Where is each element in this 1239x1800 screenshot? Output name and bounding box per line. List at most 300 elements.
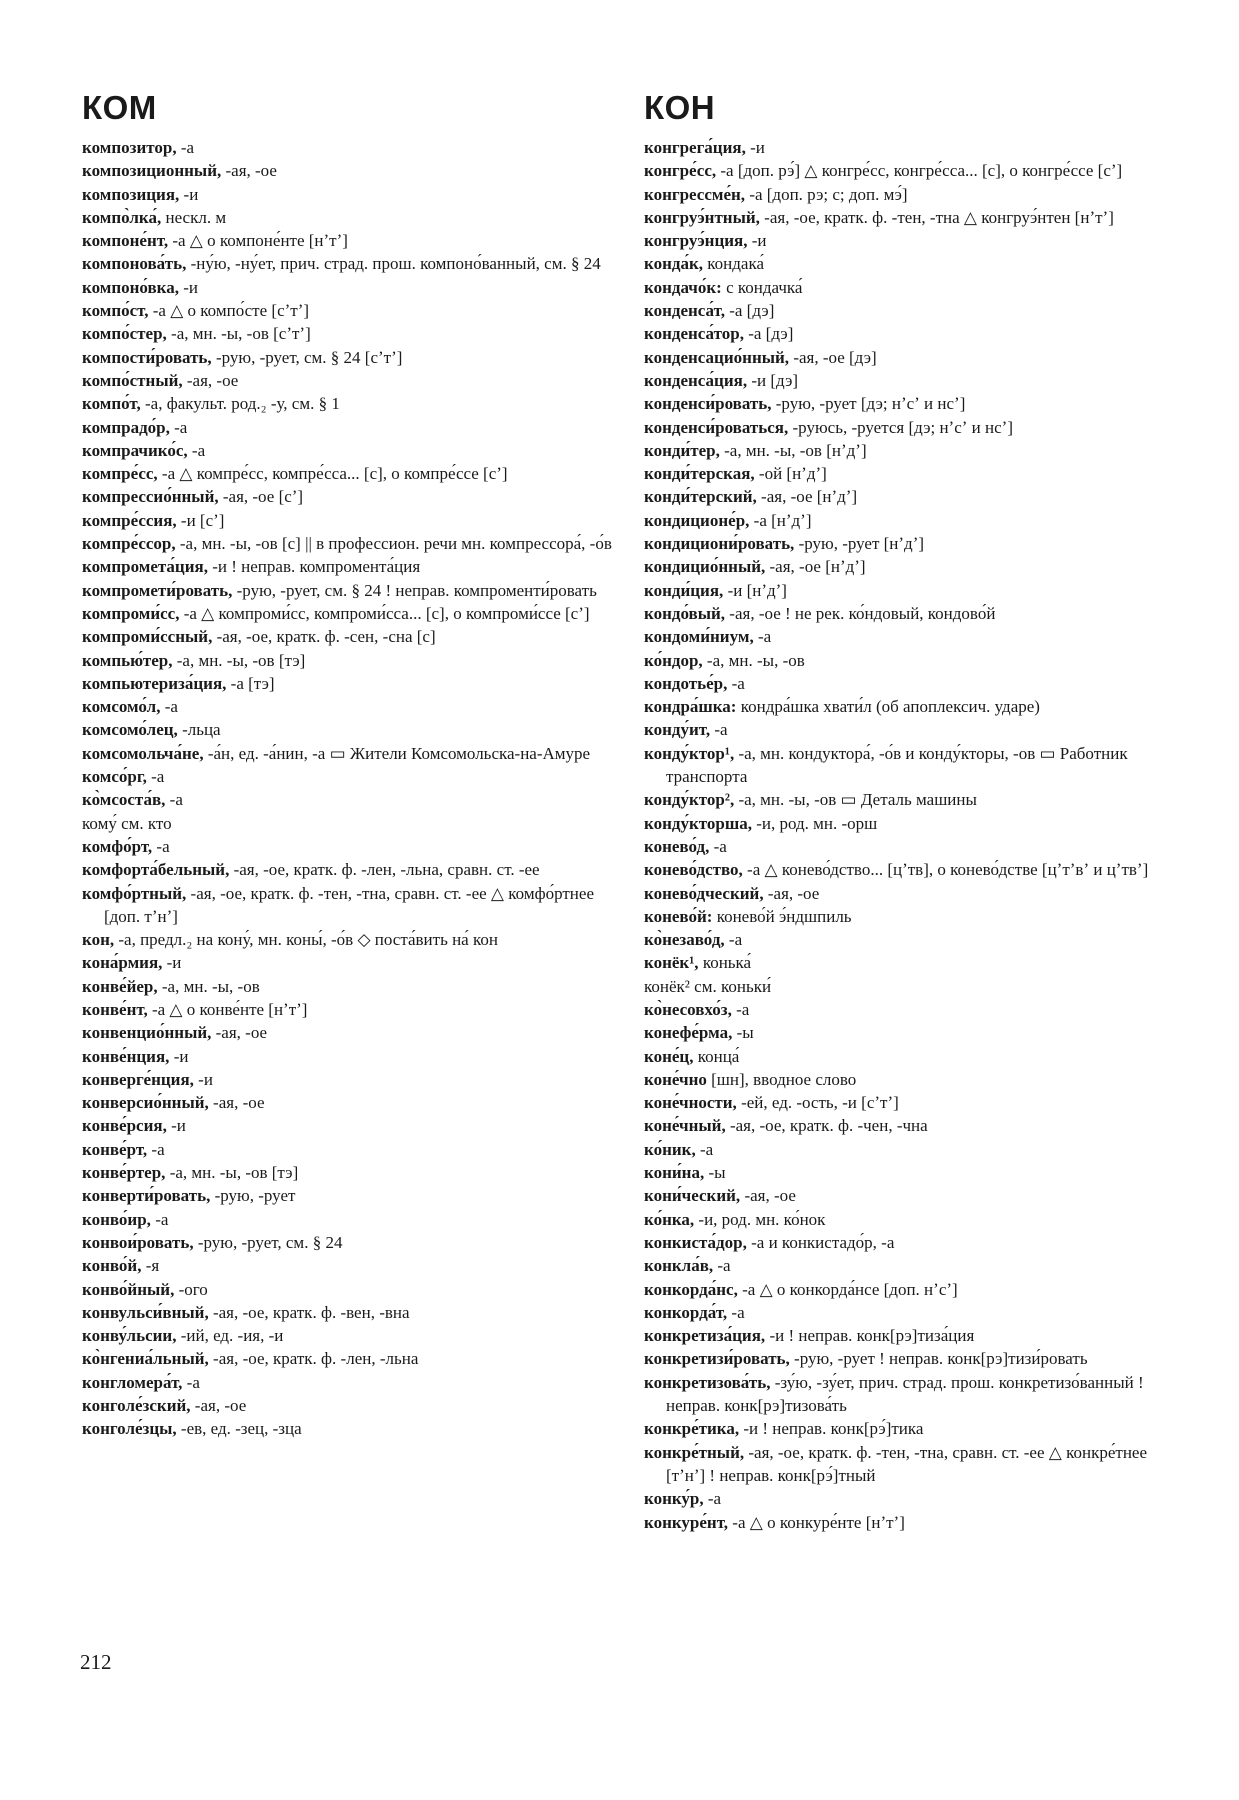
dictionary-entry: [82, 1324, 624, 1347]
entry-headword: кондициони́ровать,: [644, 534, 795, 554]
entry-headword: конду́ктор¹,: [644, 743, 735, 763]
left-entries-list: [82, 136, 624, 1441]
entry-definition: -а, факульт. род.₂ -у, см. § 1: [140, 394, 340, 414]
entry-headword: конве́йер,: [82, 976, 158, 996]
entry-definition: -а: [727, 1302, 745, 1322]
entry-headword: конденси́роваться,: [644, 417, 789, 437]
entry-headword: компью́тер,: [82, 650, 173, 670]
entry-definition: -а: [176, 138, 195, 157]
entry-headword: коне́чности,: [644, 1093, 737, 1113]
entry-headword: конкла́в,: [644, 1256, 714, 1276]
dictionary-entry: [82, 1114, 624, 1137]
dictionary-entry: [644, 1231, 1186, 1254]
entry-headword: ко̀нгениа́льный,: [82, 1349, 209, 1369]
entry-headword: конду́ктор²,: [644, 790, 735, 810]
entry-headword: компьютериза́ция,: [82, 673, 227, 693]
dictionary-entry: [644, 276, 1186, 299]
entry-headword: кондоми́ниум,: [644, 627, 754, 647]
dictionary-entry: [644, 1184, 1186, 1207]
entry-definition: -а △ о компоне́нте [нʼтʼ]: [168, 231, 348, 251]
dictionary-entry: [82, 812, 624, 835]
entry-definition: -ы: [732, 1023, 754, 1043]
entry-headword: конвенцио́нный,: [82, 1023, 212, 1043]
dictionary-entry: [82, 1045, 624, 1068]
dictionary-entry: [82, 159, 624, 182]
entry-definition: -рую, -рует ! неправ. конк[рэ]тизи́ровать: [789, 1349, 1088, 1369]
entry-headword: композитор,: [82, 138, 177, 157]
entry-definition: -и: [169, 1046, 189, 1066]
entry-definition: -ая, -ое, кратк. ф. -лен, -льна: [208, 1349, 419, 1369]
dictionary-entry: [644, 788, 1186, 811]
dictionary-entry: [644, 718, 1186, 741]
entry-definition: -ая, -ое [нʼдʼ]: [756, 487, 858, 507]
entry-definition: конево́й э́ндшпиль: [712, 906, 852, 926]
dictionary-entry: [82, 625, 624, 648]
entry-definition: -а: [152, 836, 170, 856]
entry-definition: -а △ о конкорда́нсе [доп. нʼсʼ]: [737, 1279, 958, 1299]
entry-headword: конкорда́т,: [644, 1302, 728, 1322]
entry-headword: конве́ртер,: [82, 1163, 166, 1183]
entry-definition: -ев, ед. -зец, -зца: [176, 1419, 302, 1439]
dictionary-entry: [644, 439, 1186, 462]
entry-headword: комфо́ртный,: [82, 883, 187, 903]
entry-definition: -а [доп. рэ; с; доп. мэ́]: [745, 184, 908, 204]
entry-definition: -ы: [704, 1163, 726, 1183]
dictionary-entry: [82, 975, 624, 998]
entry-headword: конди́тер,: [644, 440, 720, 460]
entry-definition: -и: [178, 277, 198, 297]
dictionary-entry: [82, 928, 624, 951]
entry-headword: кондицио́нный,: [644, 557, 766, 577]
entry-headword: конгломера́т,: [82, 1372, 183, 1392]
entry-headword: конве́рт,: [82, 1139, 148, 1159]
dictionary-entry: [644, 625, 1186, 648]
entry-definition: -а, мн. -ы, -ов: [702, 650, 805, 670]
dictionary-entry: [644, 1511, 1186, 1534]
entry-definition: -и, род. мн. -орш: [751, 813, 878, 833]
entry-definition: -ей, ед. -ость, -и [сʼтʼ]: [736, 1093, 899, 1113]
entry-headword: кондотье́р,: [644, 673, 728, 693]
entry-headword: конку́р,: [644, 1489, 704, 1509]
entry-headword: конденса́т,: [644, 301, 725, 321]
entry-definition: -а: [150, 1209, 169, 1229]
entry-headword: конверге́нция,: [82, 1069, 194, 1089]
dictionary-entry: [82, 1394, 624, 1417]
entry-definition: -а, мн. -ы, -ов [нʼдʼ]: [719, 440, 867, 460]
entry-definition: -а: [169, 417, 188, 437]
entry-headword: компоне́нт,: [82, 231, 169, 251]
entry-definition: конёк² см. коньки́: [644, 976, 772, 996]
dictionary-entry: [82, 1371, 624, 1394]
dictionary-entry: [82, 555, 624, 578]
dictionary-entry: [644, 532, 1186, 555]
entry-headword: конве́рсия,: [82, 1116, 167, 1136]
entry-headword: конгруэ́нтный,: [644, 207, 760, 227]
entry-headword: конголе́зский,: [82, 1396, 191, 1416]
entry-definition: -рую, -рует, см. § 24 [сʼтʼ]: [211, 347, 403, 367]
entry-definition: -и: [162, 953, 182, 973]
entry-headword: кони́на,: [644, 1163, 705, 1183]
entry-headword: конда́к,: [644, 254, 704, 274]
entry-headword: конефе́рма,: [644, 1023, 733, 1043]
dictionary-entry: [644, 742, 1186, 789]
entry-definition: -и: [745, 138, 765, 157]
dictionary-entry: [644, 462, 1186, 485]
dictionary-entry: [82, 416, 624, 439]
entry-headword: ко́нка,: [644, 1209, 695, 1229]
dictionary-entry: [644, 812, 1186, 835]
dictionary-entry: [644, 672, 1186, 695]
dictionary-entry: [82, 835, 624, 858]
entry-headword: конденса́ция,: [644, 370, 748, 390]
entry-headword: компо́т,: [82, 394, 141, 414]
dictionary-entry: [82, 1068, 624, 1091]
dictionary-entry: [82, 649, 624, 672]
entry-definition: -я: [141, 1256, 160, 1276]
entry-definition: -а △ о конве́нте [нʼтʼ]: [147, 999, 308, 1019]
entry-definition: -а △ компре́сс, компре́сса... [с], о компре́ссе [сʼ]: [157, 464, 508, 484]
entry-definition: -ая, -ое: [190, 1396, 247, 1416]
dictionary-entry: [82, 439, 624, 462]
entry-definition: -ая, -ое: [211, 1023, 268, 1043]
dictionary-entry: [82, 532, 624, 555]
entry-definition: -и: [747, 231, 767, 251]
entry-definition: -ая, -ое: [740, 1186, 796, 1206]
dictionary-entry: [644, 1161, 1186, 1184]
dictionary-entry: [82, 462, 624, 485]
dictionary-entry: [644, 882, 1186, 905]
entry-headword: компости́ровать,: [82, 347, 212, 367]
left-column-header: КОМ: [82, 89, 157, 126]
dictionary-entry: [644, 509, 1186, 532]
entry-headword: компоно́вка,: [82, 277, 179, 297]
entry-definition: -а: [695, 1139, 714, 1159]
entry-definition: -и ! неправ. компромента́ция: [207, 557, 421, 577]
entry-headword: композиция,: [82, 184, 180, 204]
dictionary-entry: [644, 905, 1186, 928]
entry-headword: компромета́ция,: [82, 557, 208, 577]
dictionary-entry: [82, 369, 624, 392]
entry-definition: -а: [147, 1139, 165, 1159]
dictionary-entry: [82, 392, 624, 415]
dictionary-entry: [644, 928, 1186, 951]
entry-definition: -ая, -ое, кратк. ф. -тен, -тна, сравн. ст. -ее △ комфо́ртнее [доп. тʼнʼ]: [104, 883, 594, 926]
entry-headword: ко̀несовхо́з,: [644, 999, 732, 1019]
dictionary-entry: [82, 882, 624, 929]
dictionary-entry: [644, 206, 1186, 229]
dictionary-entry: [644, 1208, 1186, 1231]
entry-headword: конди́терский,: [644, 487, 757, 507]
entry-definition: -а, предл.₂ на кону́, мн. коны́, -о́в ◇ поста́вить на́ кон: [114, 930, 498, 950]
dictionary-entry: [82, 1138, 624, 1161]
entry-definition: -а: [703, 1489, 722, 1509]
entry-headword: кон,: [82, 930, 115, 950]
entry-definition: -ая, -ое [нʼдʼ]: [765, 557, 866, 577]
entry-headword: конду́ит,: [644, 720, 711, 740]
entry-definition: кондака́: [703, 254, 765, 274]
entry-definition: -и, род. мн. ко́нок: [694, 1209, 826, 1229]
left-column: [82, 88, 624, 1441]
entry-headword: коне́ц,: [644, 1046, 694, 1066]
entry-headword: компроми́сс,: [82, 603, 180, 623]
entry-definition: -а △ о компо́сте [сʼтʼ]: [148, 301, 310, 321]
entry-definition: -руюсь, -руется [дэ; нʼсʼ и нсʼ]: [788, 417, 1013, 437]
entry-definition: -ая, -ое, кратк. ф. -вен, -вна: [208, 1302, 410, 1322]
dictionary-entry: [82, 346, 624, 369]
entry-headword: конкуре́нт,: [644, 1512, 729, 1532]
entry-definition: -а: [165, 790, 183, 810]
entry-definition: -ая, -ое, кратк. ф. -лен, -льна, сравн. ст. -ее: [229, 860, 540, 880]
entry-headword: конево́й:: [644, 906, 713, 926]
entry-headword: конверсио́нный,: [82, 1093, 209, 1113]
dictionary-entry: [644, 1114, 1186, 1137]
entry-definition: -а: [146, 767, 165, 787]
entry-definition: -рую, -рует [нʼдʼ]: [794, 534, 925, 554]
entry-definition: -а, мн. -ы, -ов [с] || в профессион. речи мн. компрессора́, -о́в: [175, 534, 612, 554]
entry-definition: -а́н, ед. -а́нин, -а ▭ Жители Комсомольска-на-Амуре: [203, 743, 591, 763]
dictionary-entry: [82, 718, 624, 741]
dictionary-entry: [82, 509, 624, 532]
entry-headword: конво́й,: [82, 1256, 142, 1276]
entry-definition: -ая, -ое: [221, 161, 277, 181]
dictionary-entry: [644, 1417, 1186, 1440]
entry-headword: конди́ция,: [644, 580, 724, 600]
entry-headword: конве́нт,: [82, 999, 148, 1019]
entry-definition: -а, мн. -ы, -ов [сʼтʼ]: [166, 324, 311, 344]
entry-definition: -ая, -ое [сʼ]: [218, 487, 304, 507]
entry-headword: компрадо́р,: [82, 417, 170, 437]
dictionary-entry: [644, 485, 1186, 508]
entry-definition: -льца: [177, 720, 221, 740]
entry-definition: -а [тэ]: [226, 673, 275, 693]
entry-definition: -и: [193, 1069, 213, 1089]
dictionary-entry: [82, 1184, 624, 1207]
entry-definition: -а: [709, 836, 727, 856]
entry-definition: -а: [182, 1372, 200, 1392]
entry-headword: конкретиза́ция,: [644, 1326, 766, 1346]
dictionary-entry: [82, 322, 624, 345]
entry-headword: компо́стный,: [82, 370, 183, 390]
entry-headword: конево́д,: [644, 836, 710, 856]
dictionary-entry: [644, 1324, 1186, 1347]
dictionary-entry: [644, 975, 1186, 998]
dictionary-entry: [82, 276, 624, 299]
dictionary-entry: [82, 695, 624, 718]
dictionary-entry: [644, 159, 1186, 182]
entry-headword: кона́рмия,: [82, 953, 163, 973]
page-number: 212: [80, 1650, 112, 1674]
dictionary-entry: [82, 602, 624, 625]
entry-definition: нескл. м: [161, 207, 227, 227]
entry-definition: -а, мн. кондуктора́, -о́в и конду́кторы, -ов ▭ Работник транспорта: [666, 743, 1128, 787]
entry-headword: комсо́рг,: [82, 767, 147, 787]
entry-definition: -и ! неправ. конк[рэ]тиза́ция: [765, 1326, 975, 1346]
dictionary-entry: [82, 1161, 624, 1184]
dictionary-entry: [82, 485, 624, 508]
dictionary-entry: [644, 1068, 1186, 1091]
dictionary-entry: [82, 765, 624, 788]
entry-definition: -рую, -рует, см. § 24 ! неправ. компроменти́ровать: [232, 580, 597, 600]
entry-definition: -а, мн. -ы, -ов: [157, 976, 260, 996]
dictionary-entry: [644, 1301, 1186, 1324]
entry-headword: кони́ческий,: [644, 1186, 741, 1206]
entry-definition: -рую, -рует: [210, 1186, 296, 1206]
dictionary-entry: [644, 951, 1186, 974]
entry-headword: конвульси́вный,: [82, 1302, 209, 1322]
dictionary-entry: [82, 1208, 624, 1231]
entry-headword: конкиста́дор,: [644, 1232, 747, 1252]
entry-headword: конду́кторша,: [644, 813, 752, 833]
dictionary-entry: [644, 183, 1186, 206]
entry-headword: конево́дческий,: [644, 883, 764, 903]
entry-definition: -ну́ю, -ну́ет, прич. страд. прош. компоно́ванный, см. § 24: [186, 254, 601, 274]
entry-definition: -а △ компроми́сс, компроми́сса... [с], о компроми́ссе [сʼ]: [179, 603, 590, 623]
entry-headword: конгрессме́н,: [644, 184, 746, 204]
entry-headword: компре́ссор,: [82, 534, 176, 554]
dictionary-entry: [644, 835, 1186, 858]
entry-headword: конву́льсии,: [82, 1326, 177, 1346]
entry-definition: -и: [166, 1116, 186, 1136]
entry-headword: конкретизова́ть,: [644, 1372, 771, 1392]
entry-definition: -и: [179, 184, 199, 204]
dictionary-entry: [82, 1021, 624, 1044]
entry-definition: -а △ о конкуре́нте [нʼтʼ]: [728, 1512, 905, 1532]
entry-headword: кондра́шка:: [644, 697, 737, 717]
entry-definition: -и [дэ]: [747, 370, 799, 390]
entry-definition: -а [дэ]: [743, 324, 794, 344]
entry-definition: кондра́шка хвати́л (об апоплексич. ударе): [736, 697, 1040, 717]
entry-headword: кондиционе́р,: [644, 510, 750, 530]
dictionary-entry: [644, 1254, 1186, 1277]
dictionary-entry: [644, 252, 1186, 275]
entry-headword: композиционный,: [82, 161, 222, 181]
entry-headword: комсомо́лец,: [82, 720, 178, 740]
dictionary-entry: [82, 579, 624, 602]
dictionary-entry: [644, 416, 1186, 439]
entry-definition: -ая, -ое: [763, 883, 820, 903]
entry-definition: -зу́ю, -зу́ет, прич. страд. прош. конкретизо́ванный ! неправ. конк[рэ]тизова́ть: [666, 1372, 1144, 1416]
entry-definition: -и [нʼдʼ]: [723, 580, 787, 600]
entry-headword: комсомо́л,: [82, 697, 161, 717]
entry-headword: кондо́вый,: [644, 603, 726, 623]
entry-definition: -а: [187, 440, 206, 460]
dictionary-entry: [82, 1301, 624, 1324]
dictionary-entry: [644, 1091, 1186, 1114]
entry-definition: -ий, ед. -ия, -и: [176, 1326, 284, 1346]
entry-headword: компрачико́с,: [82, 440, 188, 460]
entry-definition: -и ! неправ. конк[рэ́]тика: [739, 1419, 924, 1439]
dictionary-entry: [82, 252, 624, 275]
entry-headword: конди́терская,: [644, 464, 755, 484]
entry-headword: компроми́ссный,: [82, 627, 213, 647]
entry-definition: -ой [нʼдʼ]: [754, 464, 827, 484]
entry-headword: конденсацио́нный,: [644, 347, 790, 367]
entry-headword: конденса́тор,: [644, 324, 744, 344]
dictionary-entry: [82, 998, 624, 1021]
entry-definition: -ая, -ое ! не рек. ко́ндовый, кондово́й: [725, 603, 996, 623]
dictionary-entry: [82, 858, 624, 881]
dictionary-entry: [82, 742, 624, 765]
dictionary-entry: [82, 1231, 624, 1254]
entry-definition: -а △ конево́дство... [цʼтв], о конево́дстве [цʼтʼвʼ и цʼтвʼ]: [742, 860, 1149, 880]
entry-definition: -а: [713, 1256, 731, 1276]
entry-definition: -ая, -ое, кратк. ф. -тен, -тна △ конгруэ́нтен [нʼтʼ]: [759, 207, 1114, 227]
dictionary-entry: [82, 206, 624, 229]
entry-definition: -а, мн. -ы, -ов [тэ]: [165, 1163, 299, 1183]
entry-headword: конво́ир,: [82, 1209, 151, 1229]
entry-headword: конголе́зцы,: [82, 1419, 177, 1439]
entry-definition: -а: [160, 697, 178, 717]
dictionary-entry: [82, 229, 624, 252]
entry-headword: компо̀лка́,: [82, 207, 162, 227]
entry-definition: -рую, -рует, см. § 24: [193, 1232, 343, 1252]
dictionary-entry: [644, 136, 1186, 159]
dictionary-entry: [644, 555, 1186, 578]
entry-headword: компре́ссия,: [82, 510, 177, 530]
dictionary-entry: [644, 299, 1186, 322]
dictionary-entry: [82, 788, 624, 811]
dictionary-entry: [644, 602, 1186, 625]
dictionary-entry: [644, 1441, 1186, 1488]
entry-headword: коне́чный,: [644, 1116, 726, 1136]
dictionary-entry: [644, 369, 1186, 392]
entry-headword: конкре́тика,: [644, 1419, 740, 1439]
right-column: [644, 88, 1186, 1534]
entry-definition: кому́ см. кто: [82, 813, 172, 833]
entry-headword: конкорда́нс,: [644, 1279, 738, 1299]
entry-definition: -а: [710, 720, 728, 740]
dictionary-entry: [82, 1278, 624, 1301]
entry-definition: конька́: [698, 953, 752, 973]
entry-definition: -и [сʼ]: [176, 510, 225, 530]
entry-definition: -а: [731, 999, 750, 1019]
dictionary-entry: [644, 998, 1186, 1021]
dictionary-entry: [82, 951, 624, 974]
dictionary-entry: [644, 695, 1186, 718]
entry-headword: конёк¹,: [644, 953, 699, 973]
entry-definition: -а [дэ]: [724, 301, 775, 321]
dictionary-entry: [644, 392, 1186, 415]
entry-headword: конвои́ровать,: [82, 1232, 194, 1252]
entry-headword: компо́стер,: [82, 324, 167, 344]
dictionary-entry: [82, 1091, 624, 1114]
entry-definition: -а: [753, 627, 772, 647]
entry-headword: ко́ндор,: [644, 650, 703, 670]
entry-definition: -а и конкистадо́р, -а: [746, 1232, 895, 1252]
entry-definition: -ая, -ое, кратк. ф. -чен, -чна: [725, 1116, 928, 1136]
dictionary-entry: [644, 1021, 1186, 1044]
dictionary-entry: [82, 1347, 624, 1370]
entry-definition: -рую, -рует [дэ; нʼсʼ и нсʼ]: [771, 394, 966, 414]
entry-headword: комсомольча́не,: [82, 743, 204, 763]
entry-headword: комфорта́бельный,: [82, 860, 230, 880]
right-column-header: КОН: [644, 89, 716, 126]
entry-headword: компо́ст,: [82, 301, 149, 321]
entry-definition: -ая, -ое: [208, 1093, 265, 1113]
entry-headword: кондачо́к:: [644, 277, 722, 297]
dictionary-entry: [644, 322, 1186, 345]
dictionary-entry: [644, 649, 1186, 672]
entry-definition: -а [нʼдʼ]: [749, 510, 812, 530]
dictionary-entry: [644, 1045, 1186, 1068]
entry-headword: комфо́рт,: [82, 836, 153, 856]
entry-definition: -а, мн. -ы, -ов ▭ Деталь машины: [734, 790, 977, 810]
dictionary-entry: [644, 346, 1186, 369]
entry-headword: конверти́ровать,: [82, 1186, 211, 1206]
entry-definition: -а: [724, 930, 743, 950]
dictionary-entry: [644, 1138, 1186, 1161]
entry-headword: конве́нция,: [82, 1046, 170, 1066]
